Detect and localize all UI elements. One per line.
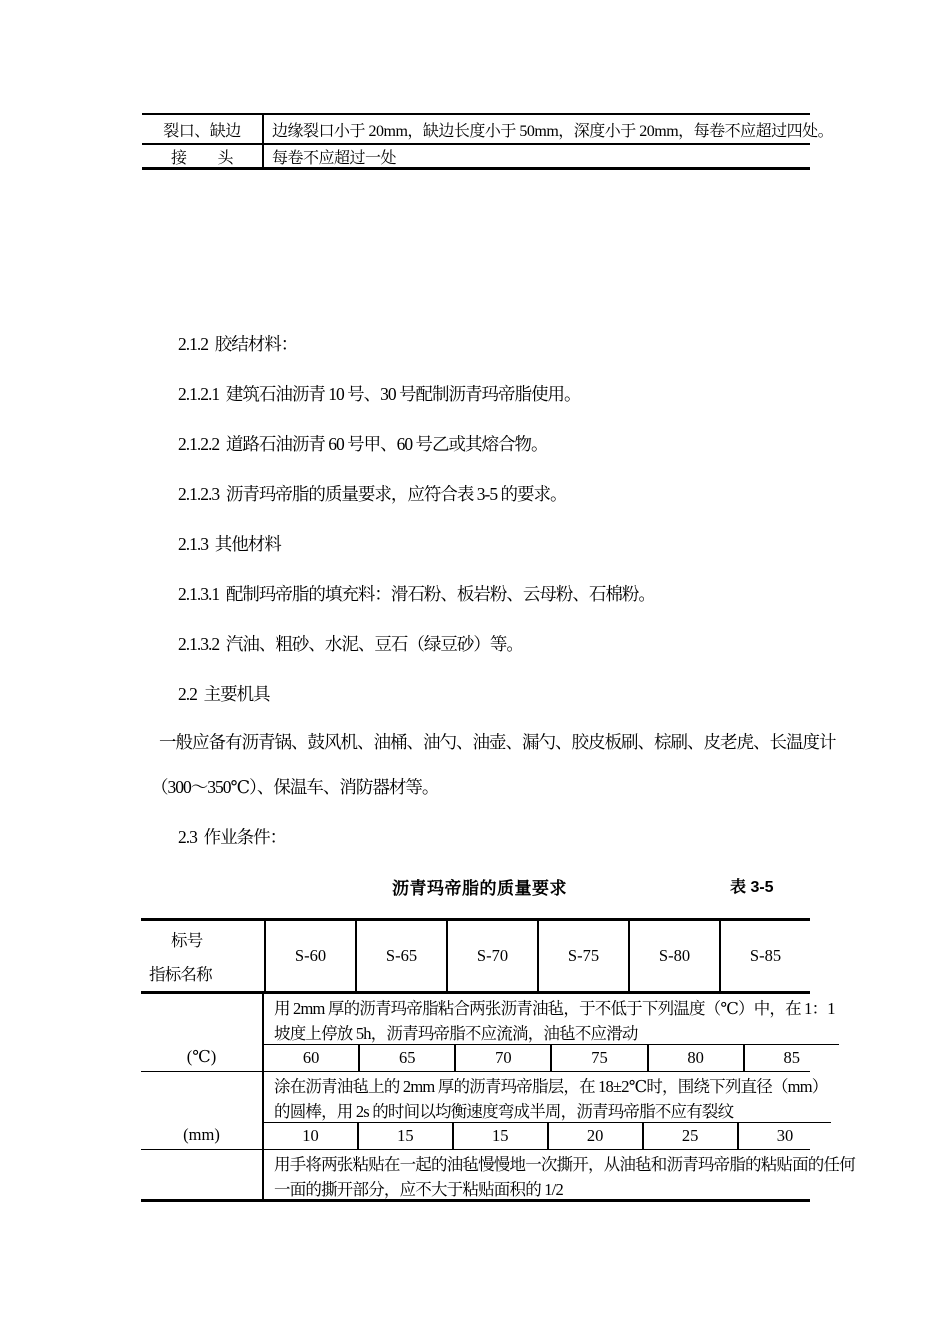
unit-label-empty	[141, 1150, 264, 1199]
table-section-flexibility	[141, 1072, 828, 1150]
heading-2-1-3-1: 2.1.3.1 配制玛帝脂的填充料：滑石粉、板岩粉、云母粉、石棉粉。	[178, 584, 655, 604]
unit-label-mm: (mm)	[141, 1072, 264, 1149]
column-header: S-70	[446, 921, 537, 991]
value-cell: 25	[642, 1123, 737, 1149]
column-header: S-65	[355, 921, 446, 991]
value-cell: 60	[302, 1048, 320, 1067]
section-content	[264, 1150, 859, 1199]
heading-2-1-2-2: 2.1.2.2 道路石油沥青 60 号甲、60 号乙或其熔合物。	[178, 434, 548, 454]
heading-2-1-2-1: 2.1.2.1 建筑石油沥青 10 号、30 号配制沥青玛帝脂使用。	[178, 384, 581, 404]
value-cell: 10	[302, 1126, 319, 1145]
section-content	[264, 994, 839, 1071]
description-line: 一面的撕开部分，应不大于粘贴面积的 1/2	[274, 1180, 563, 1199]
quality-table-number: 表 3-5	[730, 879, 774, 896]
section-description	[264, 994, 839, 1044]
section-values-row	[264, 1044, 839, 1071]
value-cell: 30	[737, 1123, 832, 1149]
description-line: 坡度上停放 5h，沥青玛帝脂不应流淌，油毡不应滑动	[274, 1024, 638, 1043]
section-values-row	[264, 1122, 831, 1149]
section-description	[264, 1072, 831, 1122]
column-header: S-60	[294, 946, 327, 965]
table-row	[142, 145, 810, 167]
column-header: S-75	[537, 921, 628, 991]
value-cell: 15	[357, 1123, 452, 1149]
heading-2-1-3: 2.1.3 其他材料	[178, 534, 281, 554]
value-cell: 85	[743, 1045, 839, 1071]
description-line: 用手将两张粘贴在一起的油毡慢慢地一次撕开，从油毡和沥青玛帝脂的粘贴面的任何	[274, 1155, 855, 1174]
table-row	[142, 115, 834, 145]
value-cell: 15	[452, 1123, 547, 1149]
description-line: 用 2mm 厚的沥青玛帝脂粘合两张沥青油毡，于不低于下列温度（℃）中，在 1：1	[274, 999, 835, 1018]
heading-2-1-2-3: 2.1.2.3 沥青玛帝脂的质量要求，应符合表 3-5 的要求。	[178, 484, 567, 504]
value-cell: 65	[358, 1045, 454, 1071]
column-header: S-85	[719, 921, 810, 991]
corner-label-grade: 标号	[171, 931, 203, 950]
header-corner-cell	[141, 921, 266, 991]
defect-row-label: 接 头	[142, 145, 264, 167]
description-line: 的圆棒，用 2s 的时间以均衡速度弯成半周，沥青玛帝脂不应有裂纹	[274, 1102, 734, 1121]
body-text-line: （300～350℃）、保温车、消防器材等。	[151, 777, 439, 797]
quality-table-header	[141, 921, 810, 994]
description-line: 涂在沥青油毡上的 2mm 厚的沥青玛帝脂层，在 18±2℃时，围绕下列直径（mm）	[274, 1077, 828, 1096]
column-header: S-80	[628, 921, 719, 991]
quality-table	[141, 918, 855, 1202]
heading-2-2: 2.2 主要机具	[178, 684, 270, 704]
value-cell: 20	[547, 1123, 642, 1149]
quality-table-title: 沥青玛帝脂的质量要求	[392, 879, 567, 898]
defect-row-content: 每卷不应超过一处	[272, 149, 397, 167]
value-cell: 70	[454, 1045, 550, 1071]
defect-table	[142, 113, 834, 170]
heading-2-1-3-2: 2.1.3.2 汽油、粗砂、水泥、豆石（绿豆砂）等。	[178, 634, 523, 654]
value-cell: 80	[647, 1045, 743, 1071]
heading-2-1-2: 2.1.2 胶结材料：	[178, 334, 298, 354]
heading-2-3: 2.3 作业条件：	[178, 827, 287, 847]
defect-row-content: 边缘裂口小于 20mm，缺边长度小于 50mm，深度小于 20mm，每卷不应超过四处。	[272, 122, 834, 140]
section-description	[264, 1150, 859, 1199]
value-cell: 75	[550, 1045, 646, 1071]
body-text-line: 一般应备有沥青锅、鼓风机、油桶、油勺、油壶、漏勺、胶皮板刷、棕刷、皮老虎、长温度计	[159, 732, 836, 752]
table-section-adhesion	[141, 1150, 855, 1199]
defect-row-label: 裂口、缺边	[142, 115, 264, 143]
unit-label-celsius: (℃)	[141, 994, 264, 1071]
section-content	[264, 1072, 831, 1149]
corner-label-indicator: 指标名称	[149, 965, 212, 984]
table-section-heat	[141, 994, 835, 1072]
